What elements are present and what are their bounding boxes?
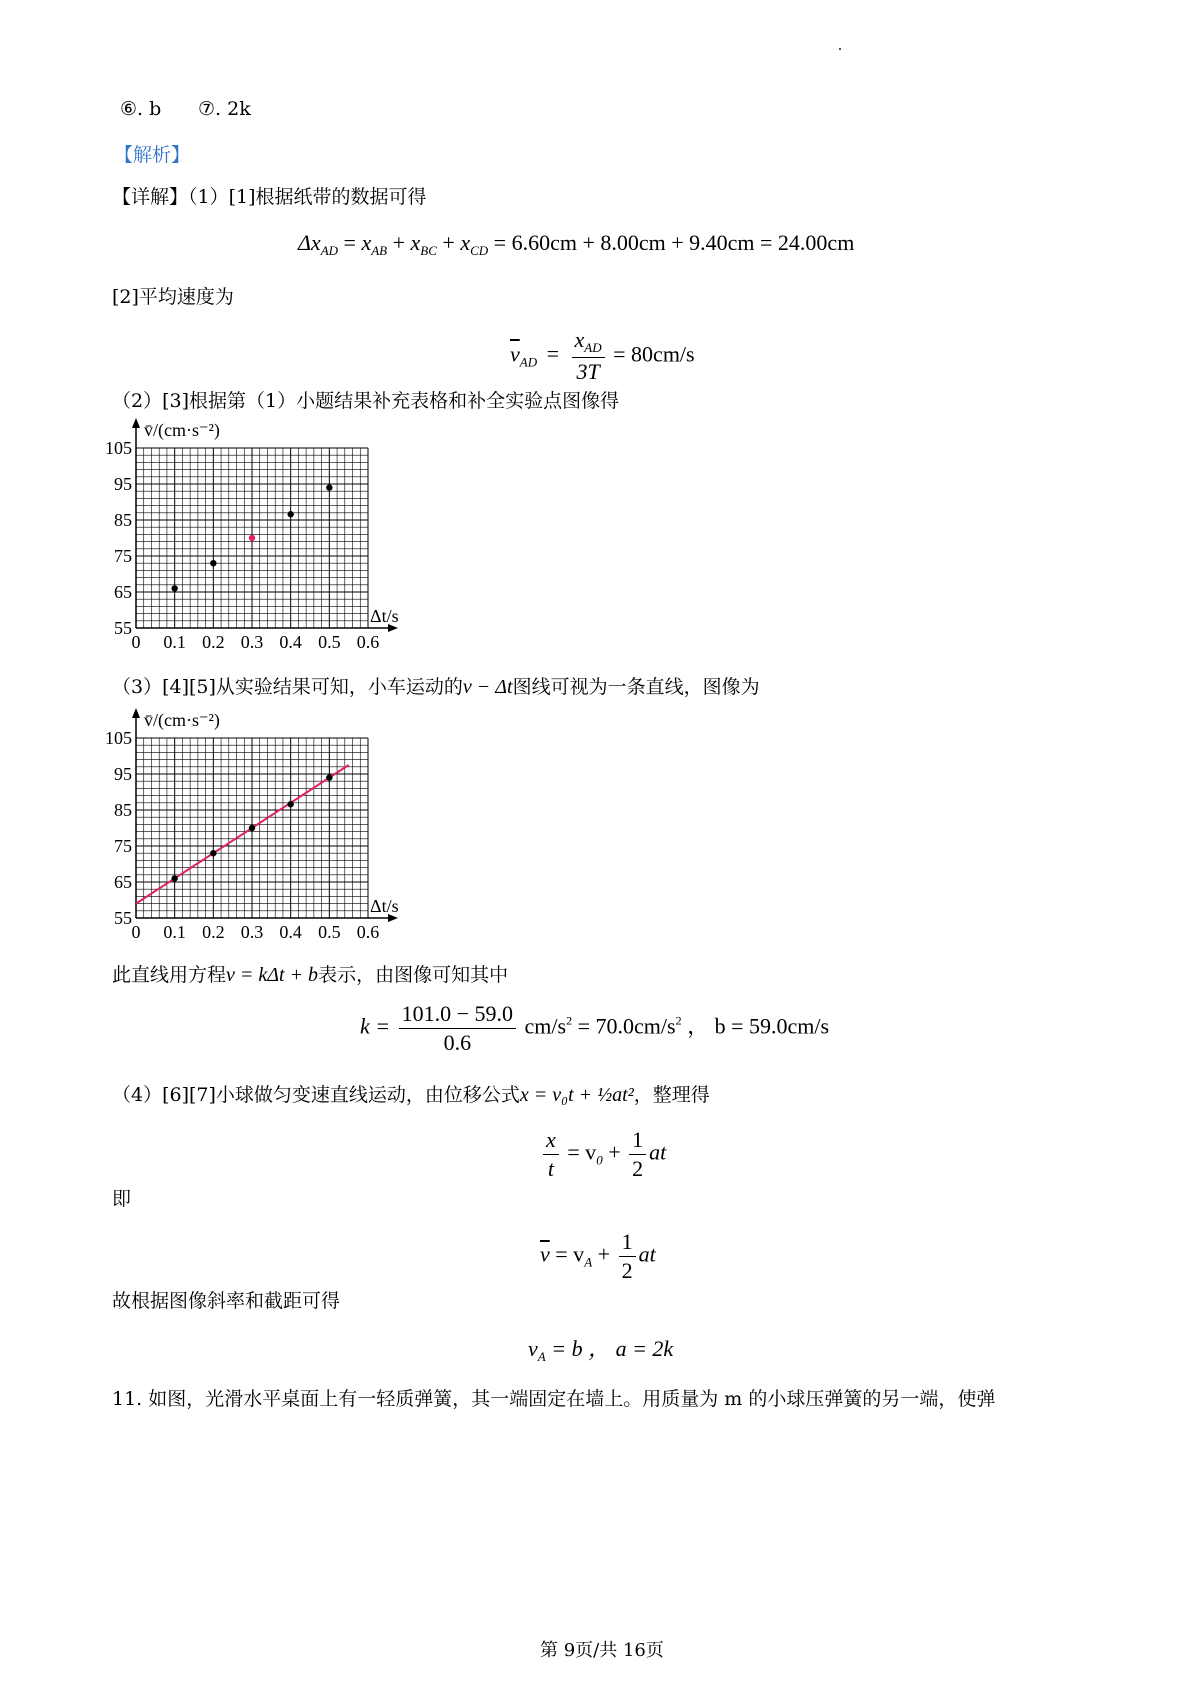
data-point — [171, 875, 177, 881]
data-point — [326, 774, 332, 780]
y-tick-label: 65 — [114, 582, 132, 602]
y-tick-label: 55 — [114, 908, 132, 928]
y-axis-arrow — [132, 418, 140, 428]
data-point — [210, 560, 216, 566]
y-tick-label: 105 — [105, 728, 132, 748]
data-point — [249, 535, 255, 541]
data-point — [287, 511, 293, 517]
paragraph-part2: （2）[3]根据第（1）小题结果补充表格和补全实验点图像得 — [112, 390, 620, 412]
equation-result: $v_A = b$ ， a = 2k — [528, 1336, 674, 1364]
x-tick-label: 0.5 — [318, 632, 341, 652]
y-tick-label: 95 — [114, 764, 132, 784]
detail-intro: 【详解】（1）[1]根据纸带的数据可得 — [112, 186, 427, 208]
data-point — [287, 801, 293, 807]
data-point — [326, 484, 332, 490]
y-axis-label: v̄/(cm·s⁻²) — [144, 420, 220, 440]
answer-six: ⑥. b — [120, 98, 162, 120]
fit-line — [136, 765, 349, 904]
equation-displacement: $\Delta x_{AD} = x_{AB} + x_{BC} + x_{CD} = 6.60cm + 8.00cm + 9.40cm = 24.00cm$ — [298, 230, 855, 258]
chart-scatter-fit-2 — [100, 708, 460, 948]
x-axis-label: Δt/s — [370, 896, 399, 916]
stray-dot — [839, 48, 841, 50]
y-tick-label: 55 — [114, 618, 132, 638]
x-tick-label: 0.1 — [163, 922, 186, 942]
x-tick-label: 0.4 — [279, 632, 302, 652]
y-tick-label: 95 — [114, 474, 132, 494]
paragraph-average-speed: [2]平均速度为 — [112, 286, 234, 308]
paragraph-line-equation: 此直线用方程v = kΔt + b表示，由图像可知其中 — [112, 964, 509, 986]
y-tick-label: 105 — [105, 438, 132, 458]
paragraph-ie: 即 — [112, 1188, 132, 1210]
data-point — [171, 585, 177, 591]
x-axis-label: Δt/s — [370, 606, 399, 626]
x-tick-label: 0.1 — [163, 632, 186, 652]
y-axis-label: v̄/(cm·s⁻²) — [144, 710, 220, 730]
paragraph-part3: （3）[4][5]从实验结果可知，小车运动的v − Δt图线可视为一条直线，图像为 — [112, 676, 760, 698]
answer-seven: ⑦. 2k — [198, 98, 251, 120]
data-point — [210, 850, 216, 856]
x-tick-label: 0 — [131, 922, 141, 942]
x-tick-label: 0.4 — [279, 922, 302, 942]
x-tick-label: 0.2 — [202, 922, 225, 942]
x-tick-label: 0.3 — [240, 632, 264, 652]
y-tick-label: 75 — [114, 546, 132, 566]
x-tick-label: 0.5 — [318, 922, 341, 942]
x-tick-label: 0.2 — [202, 632, 225, 652]
y-tick-label: 75 — [114, 836, 132, 856]
x-tick-label: 0.6 — [356, 632, 380, 652]
equation-average-velocity: $\overline{v} = v_A$ + $\frac{1}{2}$ at — [540, 1229, 656, 1284]
chart-scatter-1 — [100, 418, 460, 658]
x-tick-label: 0.6 — [356, 922, 380, 942]
analysis-heading: 【解析】 — [114, 144, 191, 166]
page-footer: 第 9页/共 16页 — [540, 1640, 664, 1661]
question-11: 11. 如图，光滑水平桌面上有一轻质弹簧，其一端固定在墙上。用质量为 m 的小球压弹簧的另一端，使弹 — [112, 1388, 996, 1410]
paragraph-conclusion: 故根据图像斜率和截距可得 — [112, 1290, 341, 1312]
x-tick-label: 0.3 — [240, 922, 264, 942]
equation-rearranged: $\frac{x}{t}$ = $v_0$ + $\frac{1}{2}$ at — [540, 1128, 666, 1181]
data-point — [249, 825, 255, 831]
y-axis-arrow — [132, 708, 140, 718]
x-tick-label: 0 — [131, 632, 141, 652]
y-tick-label: 85 — [114, 800, 132, 820]
paragraph-part4: （4）[6][7]小球做匀变速直线运动，由位移公式x = v₀t + ½at²，整理得 — [112, 1084, 710, 1106]
equation-average-speed: $\overline{v}_{AD}$ = $\frac{x_{AD}}{3T}$ = 80cm/s — [510, 327, 695, 385]
y-tick-label: 85 — [114, 510, 132, 530]
equation-slope: k = $\frac{101.0 - 59.0}{0.6}$ $cm/s^2 = 70.0cm/s^2$ ， b = 59.0cm/s — [360, 1001, 830, 1056]
y-tick-label: 65 — [114, 872, 132, 892]
